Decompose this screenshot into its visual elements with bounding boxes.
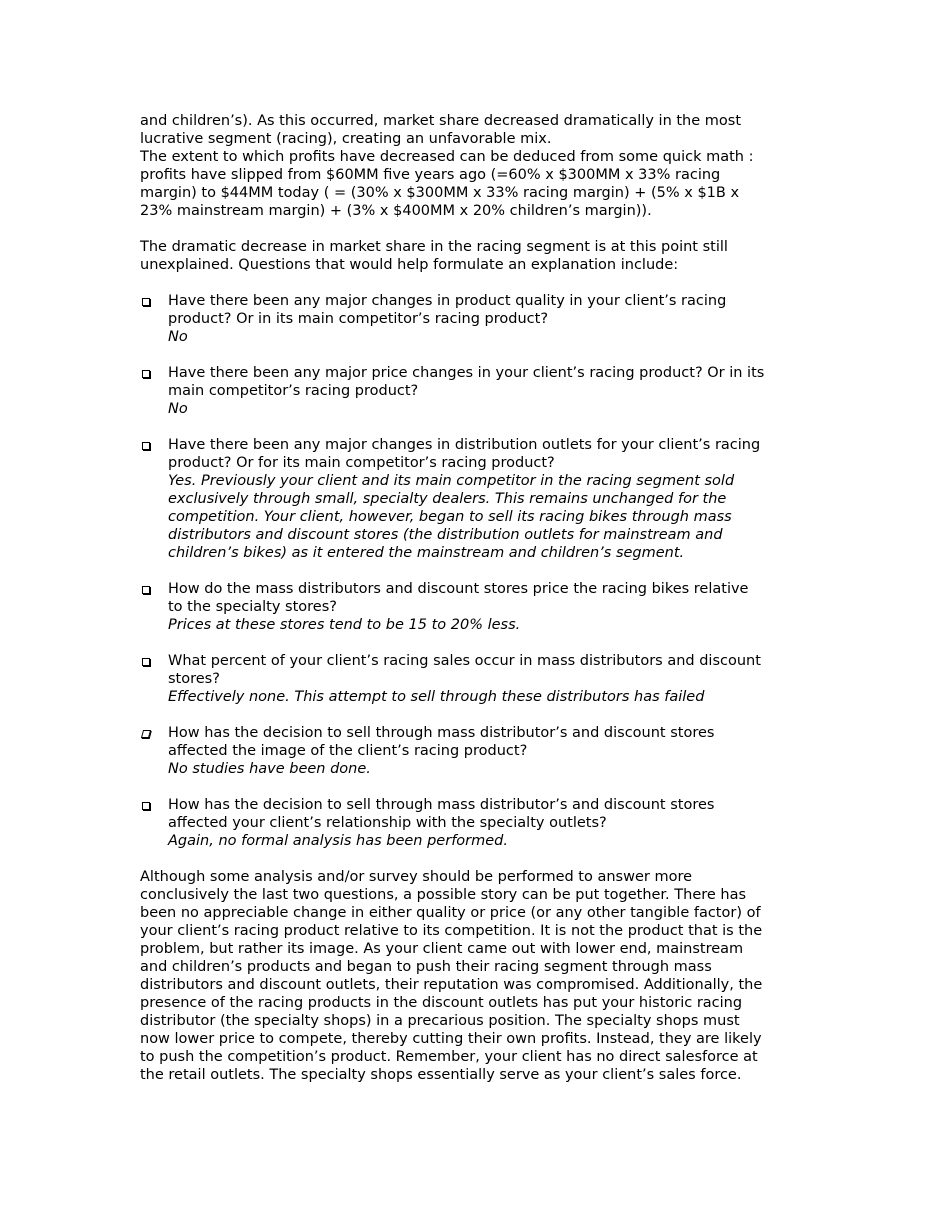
text-line: How has the decision to sell through mass distributor’s and discount stores (168, 797, 715, 813)
document-page (140, 112, 830, 1084)
text-line: presence of the racing products in the discount outlets has put your historic racing (140, 995, 743, 1011)
text-line: stores? (168, 671, 220, 687)
text-line: What percent of your client’s racing sales occur in mass distributors and discount (168, 653, 761, 669)
text-line: children’s bikes) as it entered the mainstream and children’s segment. (168, 545, 685, 561)
text-line: affected your client’s relationship with the specialty outlets? (168, 815, 607, 831)
text-line: main competitor’s racing product? (168, 383, 419, 399)
question-item (140, 436, 830, 562)
question-item (140, 724, 830, 778)
text-line: conclusively the last two questions, a possible story can be put together. There has (140, 887, 747, 903)
text-line: profits have slipped from $60MM five years ago (=60% x $300MM x 33% racing (140, 167, 721, 183)
text-line: No studies have been done. (168, 761, 371, 777)
text-line: Have there been any major changes in product quality in your client’s racing (168, 293, 727, 309)
text-line: lucrative segment (racing), creating an unfavorable mix. (140, 131, 552, 147)
paragraph-spacer (140, 634, 830, 652)
question-text (168, 364, 830, 400)
text-line: and children’s products and began to push their racing segment through mass (140, 959, 712, 975)
answer-text (168, 472, 830, 562)
text-line: How has the decision to sell through mass distributor’s and discount stores (168, 725, 715, 741)
checkbox-bullet-icon (140, 724, 154, 742)
question-text (168, 652, 830, 688)
text-line: Again, no formal analysis has been performed. (168, 833, 508, 849)
intro-paragraph (140, 112, 830, 220)
paragraph-spacer (140, 346, 830, 364)
text-line: affected the image of the client’s racing product? (168, 743, 528, 759)
question-item (140, 292, 830, 346)
checkbox-square (141, 730, 151, 738)
text-line: Have there been any major changes in distribution outlets for your client’s racing (168, 437, 761, 453)
answer-text (168, 328, 830, 346)
paragraph-spacer (140, 274, 830, 292)
question-item (140, 580, 830, 634)
checkbox-bullet-icon (140, 436, 154, 454)
text-line: Effectively none. This attempt to sell through these distributors has failed (168, 689, 705, 705)
text-line: 23% mainstream margin) + (3% x $400MM x 20% children’s margin)). (140, 203, 652, 219)
text-line: your client’s racing product relative to its competition. It is not the product that is the (140, 923, 763, 939)
conclusion-paragraph (140, 868, 830, 1084)
text-line: distributors and discount stores (the distribution outlets for mainstream and (168, 527, 723, 543)
lead-paragraph (140, 238, 830, 274)
text-line: distributor (the specialty shops) in a precarious position. The specialty shops must (140, 1013, 740, 1029)
text-line: and children’s). As this occurred, market share decreased dramatically in the most (140, 113, 742, 129)
checkbox-bullet-icon (140, 580, 154, 598)
text-line: been no appreciable change in either quality or price (or any other tangible factor) of (140, 905, 761, 921)
question-text (168, 580, 830, 616)
text-line: to push the competition’s product. Remember, your client has no direct salesforce at (140, 1049, 758, 1065)
checkbox-square (142, 442, 150, 450)
question-text (168, 436, 830, 472)
paragraph-spacer (140, 778, 830, 796)
text-line: Prices at these stores tend to be 15 to 20% less. (168, 617, 521, 633)
checkbox-bullet-icon (140, 364, 154, 382)
text-line: product? Or in its main competitor’s racing product? (168, 311, 549, 327)
text-line: Although some analysis and/or survey should be performed to answer more (140, 869, 693, 885)
text-line: The extent to which profits have decreased can be deduced from some quick math : (140, 149, 754, 165)
question-item (140, 796, 830, 850)
question-item (140, 364, 830, 418)
answer-text (168, 760, 830, 778)
answer-text (168, 616, 830, 634)
text-line: exclusively through small, specialty dealers. This remains unchanged for the (168, 491, 727, 507)
text-line: distributors and discount outlets, their reputation was compromised. Additionally, the (140, 977, 763, 993)
text-line: to the specialty stores? (168, 599, 337, 615)
checkbox-square (142, 658, 150, 666)
checkbox-square (142, 298, 150, 306)
paragraph-spacer (140, 850, 830, 868)
text-line: product? Or for its main competitor’s racing product? (168, 455, 555, 471)
text-line: now lower price to compete, thereby cutting their own profits. Instead, they are likely (140, 1031, 762, 1047)
checkbox-square (142, 586, 150, 594)
text-line: No (168, 329, 188, 345)
text-line: Have there been any major price changes in your client’s racing product? Or in its (168, 365, 765, 381)
checkbox-square (142, 370, 150, 378)
checkbox-square (142, 802, 150, 810)
question-text (168, 292, 830, 328)
answer-text (168, 688, 830, 706)
text-line: the retail outlets. The specialty shops essentially serve as your client’s sales force. (140, 1067, 742, 1083)
text-line: No (168, 401, 188, 417)
text-line: problem, but rather its image. As your client came out with lower end, mainstream (140, 941, 744, 957)
paragraph-spacer (140, 562, 830, 580)
text-line: margin) to $44MM today ( = (30% x $300MM x 33% racing margin) + (5% x $1B x (140, 185, 740, 201)
answer-text (168, 400, 830, 418)
question-text (168, 724, 830, 760)
checkbox-bullet-icon (140, 292, 154, 310)
text-line: The dramatic decrease in market share in the racing segment is at this point still (140, 239, 728, 255)
text-line: competition. Your client, however, began to sell its racing bikes through mass (168, 509, 732, 525)
checkbox-bullet-icon (140, 652, 154, 670)
question-text (168, 796, 830, 832)
question-item (140, 652, 830, 706)
text-line: How do the mass distributors and discount stores price the racing bikes relative (168, 581, 749, 597)
text-line: Yes. Previously your client and its main competitor in the racing segment sold (168, 473, 735, 489)
paragraph-spacer (140, 706, 830, 724)
paragraph-spacer (140, 220, 830, 238)
answer-text (168, 832, 830, 850)
paragraph-spacer (140, 418, 830, 436)
checkbox-bullet-icon (140, 796, 154, 814)
text-line: unexplained. Questions that would help formulate an explanation include: (140, 257, 679, 273)
